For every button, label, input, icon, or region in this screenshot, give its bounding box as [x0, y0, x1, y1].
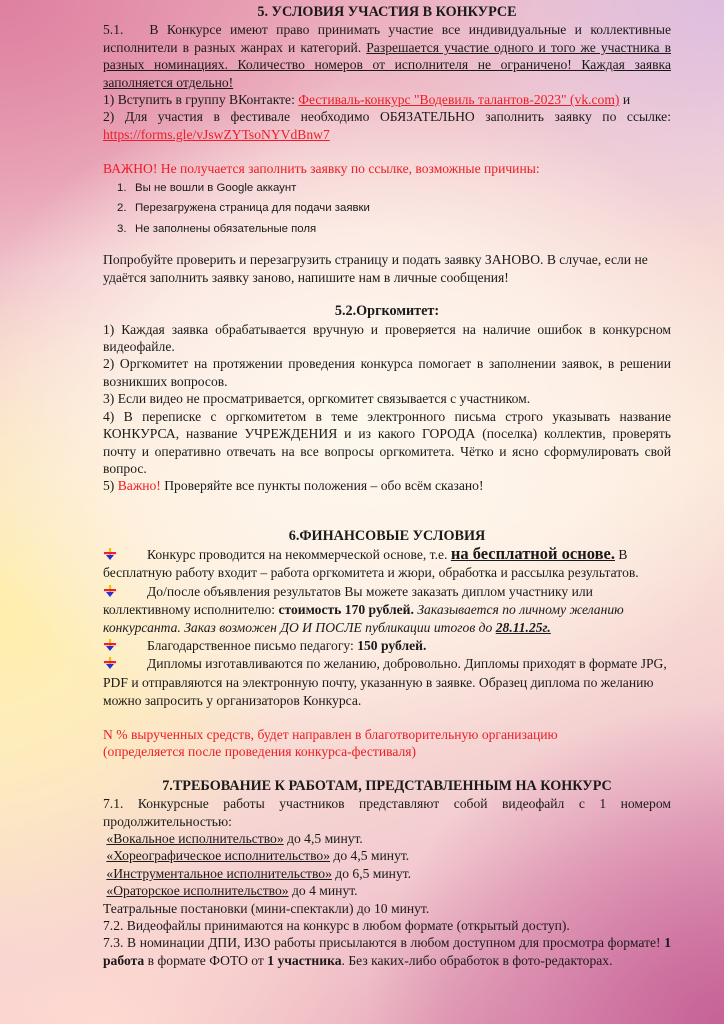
free-basis-emphasis: на бесплатной основе.	[450, 544, 615, 564]
reason-number: 1.	[117, 181, 127, 194]
reason-number: 2.	[117, 202, 127, 215]
category-item	[103, 830, 671, 847]
charity-notice: N % вырученных средств, будет направлен в благотворительную организацию (определяется после проведения конкурса-фестиваля)	[103, 726, 558, 760]
step-2: 2) Для участия в фестивале необходимо ОБЯЗАТЕЛЬНО заполнить заявку по ссылке:	[103, 109, 671, 125]
bullet-2-text: До/после объявления результатов Вы можете заказать диплом участнику или коллективному исполнителю:	[103, 583, 593, 617]
p73-end: . Без каких-либо обработок в фото-редакторах.	[341, 952, 613, 968]
orgcommittee-item: 2) Оргкомитет на протяжении проведения конкурса помогает в заполнении заявок, в решении возникших вопросов.	[103, 356, 671, 389]
arrow-down-bullet-icon	[103, 639, 147, 651]
bullet-2-italic: Заказывается по личному желанию конкурсанта. Заказ возможен ДО И ПОСЛЕ публикации итогов до	[103, 601, 624, 635]
arrow-down-bullet-icon	[103, 657, 147, 669]
paragraph-7-2: 7.2. Видеофайлы принимаются на конкурс в любом формате (открытый доступ).	[103, 918, 570, 934]
step-1	[103, 91, 671, 108]
category-name: «Инструментальное исполнительство»	[106, 865, 332, 881]
p73-one-work: 1 работа	[103, 935, 671, 968]
finance-bullet-4	[103, 655, 671, 710]
paragraph-7-1: 7.1. Конкурсные работы участников представляют собой видеофайл с 1 номером продолжительностью:	[103, 796, 671, 829]
reason-text: Не заполнены обязательные поля	[135, 222, 317, 235]
google-form-link[interactable]: https://forms.gle/vJswZYTsoNYVdBnw7	[103, 126, 330, 142]
step-1-suffix: и	[622, 92, 631, 108]
bullet-1-rest: В бесплатную работу входит – работа оргкомитета и жюри, обработка и рассылка результатов.	[103, 547, 639, 581]
paragraph-5-1-number: 5.1.	[103, 22, 124, 38]
category-limit: до 6,5 минут.	[335, 865, 412, 881]
reason-text: Перезагружена страница для подачи заявки	[135, 202, 370, 215]
category-item	[103, 847, 671, 864]
bullet-1-text: Конкурс проводится на некоммерческой основе, т.е.	[147, 547, 448, 563]
category-limit: до 4,5 минут.	[333, 848, 410, 864]
step-1-text: 1) Вступить в группу ВКонтакте:	[103, 92, 295, 108]
reason-item	[103, 219, 671, 240]
orgcommittee-item: 4) В переписке с оргкомитетом в теме электронного письма строго указывать название КОНКУРСА, название УЧРЕЖДЕНИЯ и из какого ГОРОДА (поселка) коллектив, проверять почту и оперативно отвечать на все вопросы оргкомитета. Чётко и ясно сформулировать свой вопрос.	[103, 408, 671, 476]
category-limit: до 4 минут.	[292, 883, 358, 899]
p73-one-participant: 1 участника	[267, 952, 342, 968]
document-page	[103, 0, 671, 969]
paragraph-7-3	[103, 934, 671, 969]
bullet-3-text: Благодарственное письмо педагогу:	[147, 638, 354, 654]
diploma-price: стоимость 170 рублей.	[278, 601, 414, 617]
orgcommittee-item-5	[103, 477, 671, 494]
letter-price: 150 рублей.	[357, 638, 427, 654]
section-6-title: 6.ФИНАНСОВЫЕ УСЛОВИЯ	[288, 527, 486, 544]
item-5-important: Важно!	[117, 478, 161, 494]
bullet-4-text: Дипломы изготавливаются по желанию, добровольно. Дипломы приходят в формате JPG, PDF и отправляются на электронную почту, указанную в заявке. Образец диплома по желанию можно запросить у организаторов Конкурса.	[103, 656, 667, 708]
reason-item	[103, 198, 671, 219]
vk-group-link[interactable]: Фестиваль-конкурс "Водевиль талантов-2023" (vk.com)	[298, 92, 620, 108]
arrow-down-bullet-icon	[103, 548, 147, 560]
retry-paragraph: Попробуйте проверить и перезагрузить страницу и подать заявку ЗАНОВО. В случае, если не удаётся заполнить заявку заново, напишите нам в личные сообщения!	[103, 252, 648, 285]
paragraph-5-1-underlined: Разрешается участие одного и того же участника в разных номинациях. Количество номеров от исполнителя не ограничено! Каждая заявка заполняется отдельно!	[103, 39, 671, 90]
section-5-title: 5. УСЛОВИЯ УЧАСТИЯ В КОНКУРСЕ	[257, 4, 517, 20]
paragraph-5-1-text: В Конкурсе имеют право принимать участие все индивидуальные и коллективные исполнители в разных жанрах и категорий.	[103, 22, 671, 55]
reason-text: Вы не вошли в Google аккаунт	[135, 181, 297, 194]
section-7-title: 7.ТРЕБОВАНИЕ К РАБОТАМ, ПРЕДСТАВЛЕННЫМ НА КОНКУРС	[162, 777, 612, 794]
p73-text: 7.3. В номинации ДПИ, ИЗО работы присылаются в любом доступном для просмотра формате!	[103, 935, 661, 951]
p73-mid: в формате ФОТО от	[147, 952, 264, 968]
orgcommittee-item: 3) Если видео не просматривается, оргкомитет связывается с участником.	[103, 391, 531, 407]
category-name: «Хореографическое исполнительство»	[106, 848, 331, 864]
category-name: «Вокальное исполнительство»	[106, 830, 284, 846]
reason-item	[103, 178, 671, 199]
important-notice: ВАЖНО! Не получается заполнить заявку по ссылке, возможные причины:	[103, 161, 540, 177]
category-limit: до 4,5 минут.	[287, 830, 363, 846]
finance-bullet-3	[103, 637, 671, 655]
reason-number: 3.	[117, 222, 127, 235]
finance-bullet-1	[103, 545, 671, 582]
reasons-list	[103, 178, 671, 240]
item-5-number: 5)	[103, 478, 115, 494]
category-name: «Ораторское исполнительство»	[106, 883, 289, 899]
item-5-text: Проверяйте все пункты положения – обо всём сказано!	[164, 478, 484, 494]
theatre-line: Театральные постановки (мини-спектакли) до 10 минут.	[103, 900, 430, 916]
orgcommittee-item: 1) Каждая заявка обрабатывается вручную и проверяется на наличие ошибок в конкурсном видеофайле.	[103, 321, 671, 355]
category-item	[103, 865, 671, 882]
finance-bullet-2	[103, 583, 671, 638]
deadline-date: 28.11.25г.	[495, 619, 551, 635]
paragraph-5-1	[103, 21, 671, 91]
section-5-2-title: 5.2.Оргкомитет:	[334, 303, 440, 320]
category-item	[103, 882, 671, 899]
arrow-down-bullet-icon	[103, 585, 147, 597]
